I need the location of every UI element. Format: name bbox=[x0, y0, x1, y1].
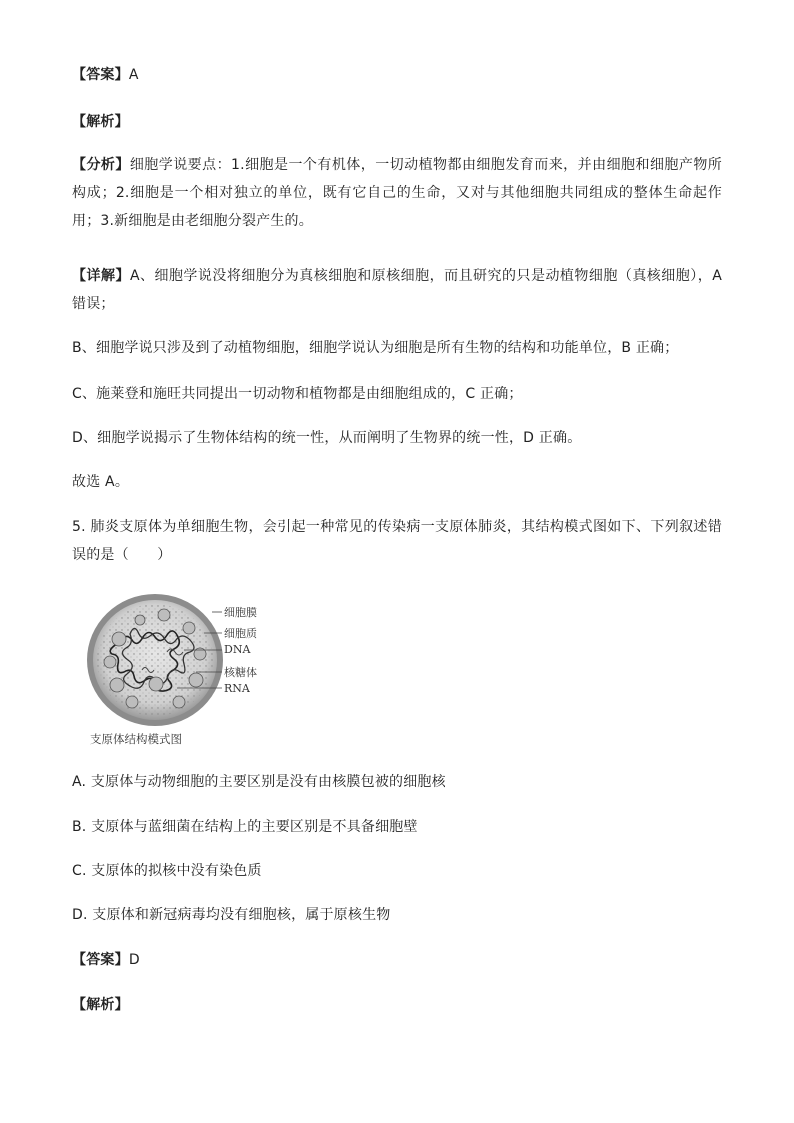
figure-caption: 支原体结构模式图 bbox=[90, 732, 182, 746]
answer-5-value: D bbox=[128, 952, 140, 968]
ribosome bbox=[126, 696, 138, 708]
option-c: C. 支原体的拟核中没有染色质 bbox=[72, 863, 262, 879]
answer-5-bracket: 【答案】 bbox=[72, 952, 129, 968]
conclusion-line: 故选 A。 bbox=[72, 474, 130, 490]
label-ribosome: 核糖体 bbox=[224, 666, 257, 679]
ribosome bbox=[149, 677, 163, 691]
answer-value: A bbox=[128, 67, 139, 83]
fenxi-label: 【分析】 bbox=[72, 157, 130, 173]
ribosome bbox=[112, 632, 126, 646]
label-dna: DNA bbox=[224, 643, 251, 656]
option-d: D. 支原体和新冠病毒均没有细胞核，属于原核生物 bbox=[72, 907, 391, 923]
explain-line-c: C、施莱登和施旺共同提出一切动物和植物都是由细胞组成的，C 正确； bbox=[72, 386, 523, 402]
ribosome bbox=[158, 609, 170, 621]
ribosome bbox=[189, 673, 203, 687]
option-b: B. 支原体与蓝细菌在结构上的主要区别是不具备细胞壁 bbox=[72, 819, 418, 835]
answer-line bbox=[72, 65, 139, 85]
answer-bracket: 【答案】 bbox=[72, 67, 129, 83]
analysis-5-heading: 【解析】 bbox=[72, 997, 129, 1013]
label-rna: RNA bbox=[224, 682, 250, 695]
explain-line-d: D、细胞学说揭示了生物体结构的统一性，从而阐明了生物界的统一性，D 正确。 bbox=[72, 430, 582, 446]
mycoplasma-diagram bbox=[72, 592, 352, 752]
analysis-heading: 【解析】 bbox=[72, 114, 129, 130]
label-cytoplasm: 细胞质 bbox=[224, 627, 257, 640]
question-5-stem: 5. 肺炎支原体为单细胞生物，会引起一种常见的传染病一支原体肺炎，其结构模式图如下、下列叙述错误的是（ ） bbox=[72, 519, 722, 563]
mycoplasma-svg bbox=[72, 592, 352, 752]
ribosome bbox=[183, 622, 195, 634]
ribosome bbox=[173, 696, 185, 708]
xiangjie-text: A、细胞学说没将细胞分为真核细胞和原核细胞，而且研究的只是动植物细胞（真核细胞），A 错误； bbox=[72, 268, 722, 312]
fenxi-paragraph bbox=[72, 151, 722, 235]
option-a: A. 支原体与动物细胞的主要区别是没有由核膜包被的细胞核 bbox=[72, 774, 446, 790]
xiangjie-paragraph bbox=[72, 262, 722, 318]
xiangjie-label: 【详解】 bbox=[72, 268, 130, 284]
label-cell-membrane: 细胞膜 bbox=[224, 606, 257, 619]
fenxi-text: 细胞学说要点：1.细胞是一个有机体，一切动植物都由细胞发育而来，并由细胞和细胞产物所构成；2.细胞是一个相对独立的单位，既有它自己的生命，又对与其他细胞共同组成的整体生命起作用；3.新细胞是由老细胞分裂产生的。 bbox=[72, 157, 722, 229]
explain-line-b: B、细胞学说只涉及到了动植物细胞，细胞学说认为细胞是所有生物的结构和功能单位，B 正确； bbox=[72, 340, 679, 356]
ribosome bbox=[104, 656, 116, 668]
answer-5-line bbox=[72, 950, 140, 970]
ribosome bbox=[135, 615, 145, 625]
ribosome bbox=[110, 678, 124, 692]
